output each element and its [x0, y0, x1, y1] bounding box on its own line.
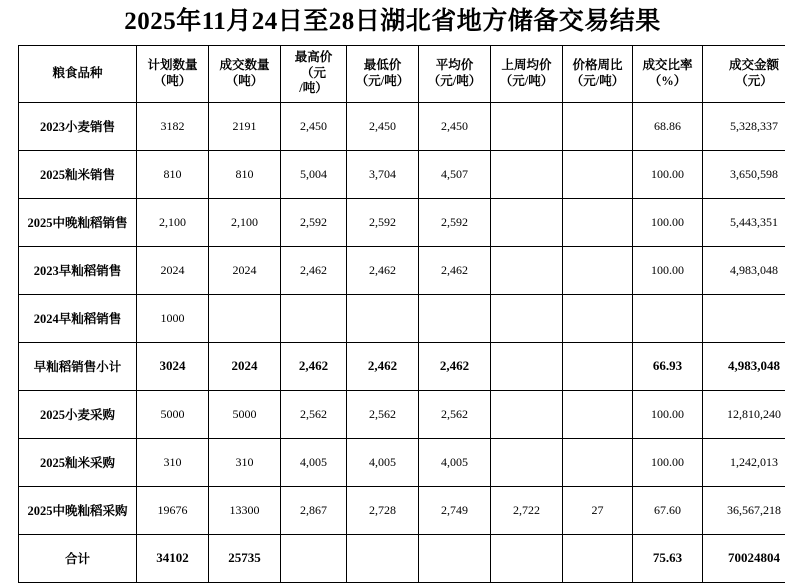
cell-last-week-price: [491, 102, 563, 150]
cell-trade-ratio: 100.00: [633, 438, 703, 486]
cell-highest-price: 2,462: [281, 246, 347, 294]
cell-lowest-price: 2,462: [347, 342, 419, 390]
cell-planned-qty: 19676: [137, 486, 209, 534]
cell-highest-price: 2,562: [281, 390, 347, 438]
column-header-last-week-price-line2: （元/吨）: [493, 74, 560, 90]
table-row: [19, 486, 785, 534]
cell-highest-price: 4,005: [281, 438, 347, 486]
cell-variety: 早籼稻销售小计: [19, 342, 137, 390]
cell-variety: 2025小麦采购: [19, 390, 137, 438]
cell-average-price: 2,450: [419, 102, 491, 150]
column-header-trade-ratio-line2: （%）: [635, 74, 700, 90]
cell-traded-qty: 310: [209, 438, 281, 486]
column-header-highest-price-line1: 最高价: [283, 50, 344, 66]
cell-average-price: 2,749: [419, 486, 491, 534]
column-header-average-price-line2: （元/吨）: [421, 74, 488, 90]
cell-lowest-price: 2,462: [347, 246, 419, 294]
cell-traded-qty: 2024: [209, 246, 281, 294]
cell-lowest-price: 3,704: [347, 150, 419, 198]
cell-trade-ratio: 100.00: [633, 150, 703, 198]
column-header-traded-qty-line1: 成交数量: [211, 58, 278, 74]
table-row: [19, 198, 785, 246]
cell-variety: 2023早籼稻销售: [19, 246, 137, 294]
column-header-trade-ratio-line1: 成交比率: [635, 58, 700, 74]
cell-traded-qty: 810: [209, 150, 281, 198]
column-header-highest-price: [281, 45, 347, 102]
table-header: [19, 45, 785, 102]
cell-last-week-price: [491, 198, 563, 246]
cell-planned-qty: 34102: [137, 534, 209, 582]
column-header-week-change-line2: （元/吨）: [565, 74, 630, 90]
cell-week-change: [563, 102, 633, 150]
column-header-traded-qty: [209, 45, 281, 102]
table-row: [19, 150, 785, 198]
cell-week-change: [563, 294, 633, 342]
cell-highest-price: 2,450: [281, 102, 347, 150]
cell-last-week-price: [491, 246, 563, 294]
cell-week-change: [563, 246, 633, 294]
cell-variety: 2025籼米销售: [19, 150, 137, 198]
column-header-trade-amount-line1: 成交金额: [705, 58, 785, 74]
table-row: [19, 102, 785, 150]
cell-average-price: 2,562: [419, 390, 491, 438]
cell-trade-amount: 36,567,218: [703, 486, 785, 534]
cell-trade-amount: [703, 294, 785, 342]
column-header-last-week-price-line1: 上周均价: [493, 58, 560, 74]
cell-traded-qty: 13300: [209, 486, 281, 534]
column-header-lowest-price: [347, 45, 419, 102]
cell-variety: 2025中晚籼稻销售: [19, 198, 137, 246]
cell-week-change: 27: [563, 486, 633, 534]
cell-average-price: 2,592: [419, 198, 491, 246]
cell-planned-qty: 2,100: [137, 198, 209, 246]
table-row: [19, 246, 785, 294]
cell-trade-amount: 12,810,240: [703, 390, 785, 438]
trade-results-table: [18, 45, 785, 583]
cell-planned-qty: 3182: [137, 102, 209, 150]
column-header-lowest-price-line1: 最低价: [349, 58, 416, 74]
table-body: [19, 102, 785, 582]
cell-trade-amount: 3,650,598: [703, 150, 785, 198]
cell-week-change: [563, 198, 633, 246]
cell-trade-ratio: [633, 294, 703, 342]
cell-trade-ratio: 100.00: [633, 198, 703, 246]
column-header-variety-line1: 粮食品种: [21, 66, 134, 82]
cell-traded-qty: 25735: [209, 534, 281, 582]
cell-lowest-price: 2,592: [347, 198, 419, 246]
column-header-average-price: [419, 45, 491, 102]
column-header-trade-amount: [703, 45, 785, 102]
cell-trade-ratio: 100.00: [633, 390, 703, 438]
cell-trade-ratio: 67.60: [633, 486, 703, 534]
column-header-highest-price-line3: /吨）: [283, 81, 344, 97]
cell-lowest-price: 2,562: [347, 390, 419, 438]
cell-average-price: 4,507: [419, 150, 491, 198]
cell-last-week-price: [491, 150, 563, 198]
cell-last-week-price: [491, 294, 563, 342]
column-header-trade-ratio: [633, 45, 703, 102]
cell-last-week-price: [491, 390, 563, 438]
cell-week-change: [563, 438, 633, 486]
cell-last-week-price: [491, 438, 563, 486]
cell-variety: 2023小麦销售: [19, 102, 137, 150]
cell-traded-qty: 5000: [209, 390, 281, 438]
cell-lowest-price: [347, 294, 419, 342]
cell-variety: 2024早籼稻销售: [19, 294, 137, 342]
cell-average-price: 4,005: [419, 438, 491, 486]
column-header-last-week-price: [491, 45, 563, 102]
cell-trade-amount: 70024804: [703, 534, 785, 582]
table-row: [19, 438, 785, 486]
column-header-week-change-line1: 价格周比: [565, 58, 630, 74]
cell-traded-qty: 2024: [209, 342, 281, 390]
table-row: [19, 294, 785, 342]
cell-week-change: [563, 390, 633, 438]
cell-traded-qty: 2,100: [209, 198, 281, 246]
cell-highest-price: 2,867: [281, 486, 347, 534]
cell-trade-amount: 1,242,013: [703, 438, 785, 486]
page-title: 2025年11月24日至28日湖北省地方储备交易结果: [18, 0, 767, 45]
cell-traded-qty: [209, 294, 281, 342]
cell-planned-qty: 810: [137, 150, 209, 198]
cell-highest-price: [281, 294, 347, 342]
cell-lowest-price: 4,005: [347, 438, 419, 486]
cell-trade-amount: 4,983,048: [703, 246, 785, 294]
cell-lowest-price: 2,728: [347, 486, 419, 534]
cell-variety: 2025籼米采购: [19, 438, 137, 486]
cell-highest-price: 2,462: [281, 342, 347, 390]
cell-planned-qty: 310: [137, 438, 209, 486]
cell-variety: 2025中晚籼稻采购: [19, 486, 137, 534]
column-header-variety: [19, 45, 137, 102]
cell-lowest-price: 2,450: [347, 102, 419, 150]
cell-traded-qty: 2191: [209, 102, 281, 150]
column-header-highest-price-line2: （元: [283, 66, 344, 82]
column-header-traded-qty-line2: （吨）: [211, 74, 278, 90]
table-header-row: [19, 45, 785, 102]
column-header-week-change: [563, 45, 633, 102]
cell-trade-amount: 5,328,337: [703, 102, 785, 150]
cell-trade-amount: 5,443,351: [703, 198, 785, 246]
cell-planned-qty: 1000: [137, 294, 209, 342]
column-header-lowest-price-line2: （元/吨）: [349, 74, 416, 90]
cell-planned-qty: 5000: [137, 390, 209, 438]
cell-average-price: 2,462: [419, 342, 491, 390]
column-header-planned-qty: [137, 45, 209, 102]
table-row: [19, 390, 785, 438]
cell-last-week-price: 2,722: [491, 486, 563, 534]
column-header-trade-amount-line2: （元）: [705, 74, 785, 90]
cell-highest-price: 2,592: [281, 198, 347, 246]
cell-week-change: [563, 342, 633, 390]
cell-trade-ratio: 75.63: [633, 534, 703, 582]
cell-trade-ratio: 68.86: [633, 102, 703, 150]
table-row-subtotal: [19, 342, 785, 390]
column-header-average-price-line1: 平均价: [421, 58, 488, 74]
cell-variety: 合计: [19, 534, 137, 582]
cell-planned-qty: 3024: [137, 342, 209, 390]
cell-planned-qty: 2024: [137, 246, 209, 294]
column-header-planned-qty-line2: （吨）: [139, 74, 206, 90]
cell-week-change: [563, 150, 633, 198]
column-header-planned-qty-line1: 计划数量: [139, 58, 206, 74]
cell-trade-amount: 4,983,048: [703, 342, 785, 390]
cell-average-price: [419, 294, 491, 342]
cell-trade-ratio: 66.93: [633, 342, 703, 390]
cell-average-price: 2,462: [419, 246, 491, 294]
cell-highest-price: 5,004: [281, 150, 347, 198]
cell-trade-ratio: 100.00: [633, 246, 703, 294]
cell-last-week-price: [491, 342, 563, 390]
